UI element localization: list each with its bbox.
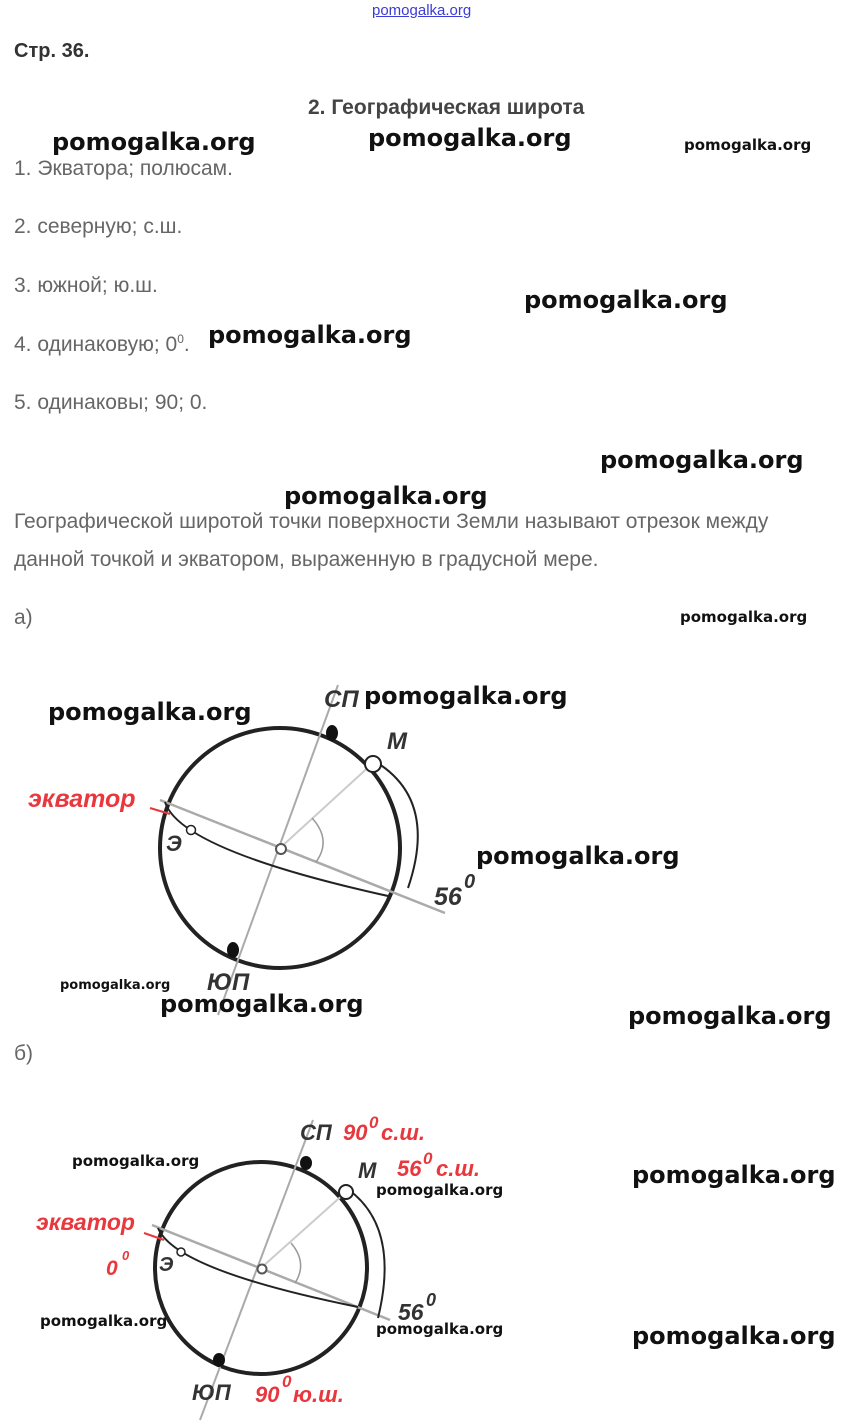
header-site-link[interactable]: pomogalka.org xyxy=(372,2,472,19)
equator-deg-sup-b: 0 xyxy=(122,1248,130,1263)
answer-1: 1. Экватора; полюсам. xyxy=(14,157,233,180)
answer-4-text: 4. одинаковую; 0 xyxy=(14,333,178,356)
watermark: pomogalka.org xyxy=(160,990,364,1018)
south-pole-label-a: ЮП xyxy=(207,969,250,996)
watermark: pomogalka.org xyxy=(52,128,256,156)
definition-paragraph xyxy=(14,503,849,579)
equator-label-a: экватор xyxy=(28,785,136,813)
watermark: pomogalka.org xyxy=(600,446,804,474)
watermark: pomogalka.org xyxy=(680,608,808,626)
point-m-marker-b xyxy=(339,1185,353,1199)
watermark: pomogalka.org xyxy=(284,482,488,510)
answer-4-tail: . xyxy=(183,333,190,356)
answer-4-degree: 0 xyxy=(177,332,184,346)
angle-value-a: 56 xyxy=(434,883,462,911)
watermark: pomogalka.org xyxy=(524,286,728,314)
watermark: pomogalka.org xyxy=(72,1152,200,1170)
m-lat-suffix-b: с.ш. xyxy=(436,1156,481,1181)
part-b-label: б) xyxy=(14,1042,34,1065)
answer-3: 3. южной; ю.ш. xyxy=(14,274,158,297)
m-lat-degree-b: 0 xyxy=(423,1149,433,1168)
angle-arc-b xyxy=(291,1243,301,1283)
north-lat-suffix-b: с.ш. xyxy=(381,1120,426,1145)
equator-label-b: экватор xyxy=(36,1209,135,1235)
north-pole-dot-a xyxy=(326,725,338,741)
equator-point-marker-a xyxy=(187,826,196,835)
angle-degree-a: 0 xyxy=(464,871,476,893)
center-point-a xyxy=(276,844,286,854)
north-lat-degree-b: 0 xyxy=(369,1113,379,1132)
south-lat-suffix-b: ю.ш. xyxy=(293,1382,344,1407)
watermark: pomogalka.org xyxy=(628,1002,832,1030)
definition-line-1: Географической широтой точки поверхности Земли называют отрезок между xyxy=(14,510,769,533)
angle-arc-a xyxy=(312,818,323,862)
watermark: pomogalka.org xyxy=(376,1320,504,1338)
point-m-label-a: М xyxy=(387,728,407,755)
angle-value-b: 56 xyxy=(398,1299,424,1325)
south-lat-b: 90 xyxy=(255,1382,280,1407)
watermark: pomogalka.org xyxy=(208,321,412,349)
equator-deg-b: 0 xyxy=(106,1257,118,1280)
south-pole-label-b: ЮП xyxy=(192,1380,231,1405)
watermark: pomogalka.org xyxy=(60,978,171,993)
angle-degree-b: 0 xyxy=(426,1290,437,1310)
north-pole-label-b: СП xyxy=(300,1120,332,1145)
latitude-radius-b xyxy=(261,1192,346,1268)
south-pole-dot-b xyxy=(213,1353,225,1367)
equator-point-label-b: Э xyxy=(159,1254,174,1276)
watermark: pomogalka.org xyxy=(476,842,680,870)
watermark: pomogalka.org xyxy=(684,136,812,154)
m-lat-b: 56 xyxy=(397,1156,422,1181)
south-pole-dot-a xyxy=(227,942,239,958)
section-title: 2. Географическая широта xyxy=(308,96,585,119)
watermark: pomogalka.org xyxy=(376,1181,504,1199)
part-a-label: а) xyxy=(14,606,33,629)
answer-4 xyxy=(14,332,190,357)
north-pole-dot-b xyxy=(300,1156,312,1170)
center-point-b xyxy=(258,1265,267,1274)
point-m-marker-a xyxy=(365,756,381,772)
watermark: pomogalka.org xyxy=(632,1322,836,1350)
point-m-label-b: М xyxy=(358,1158,377,1183)
answer-2: 2. северную; с.ш. xyxy=(14,215,183,238)
north-pole-label-a: СП xyxy=(324,686,359,713)
watermark: pomogalka.org xyxy=(364,682,568,710)
equator-line-a xyxy=(160,800,445,913)
watermark: pomogalka.org xyxy=(632,1161,836,1189)
watermark: pomogalka.org xyxy=(40,1312,168,1330)
answer-5: 5. одинаковы; 90; 0. xyxy=(14,391,208,414)
equator-point-marker-b xyxy=(177,1248,185,1256)
definition-line-2: данной точкой и экватором, выраженную в градусной мере. xyxy=(14,548,599,571)
watermark: pomogalka.org xyxy=(48,698,252,726)
page-number: Стр. 36. xyxy=(14,40,90,62)
watermark: pomogalka.org xyxy=(368,124,572,152)
equator-point-label-a: Э xyxy=(166,831,182,856)
north-lat-b: 90 xyxy=(343,1120,368,1145)
south-lat-degree-b: 0 xyxy=(282,1372,292,1391)
